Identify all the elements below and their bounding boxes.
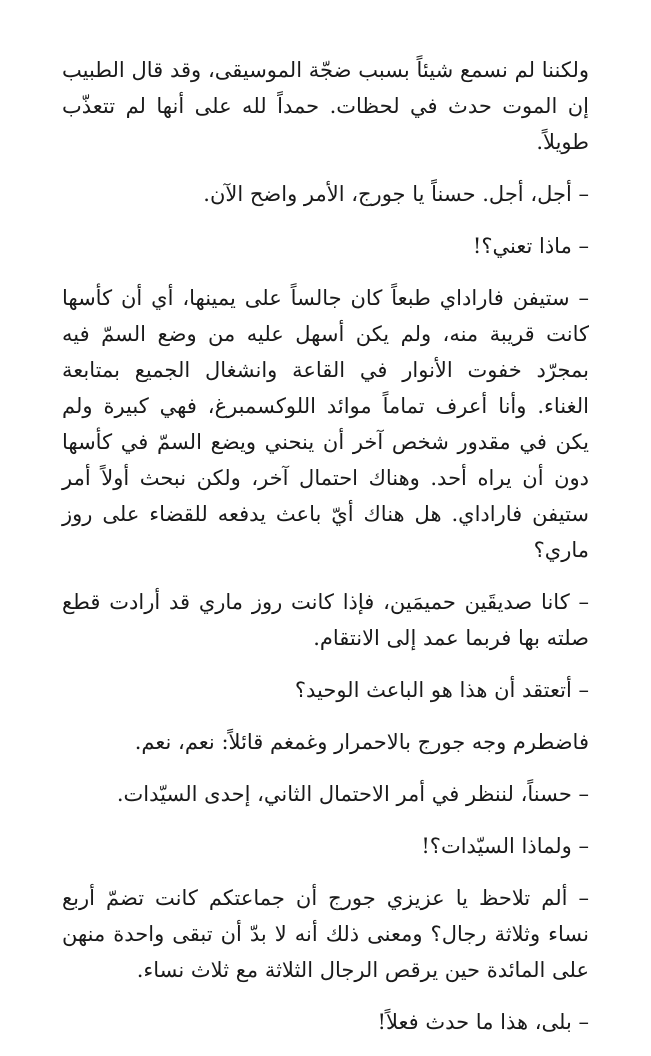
paragraph-5: – كانا صديقَين حميمَين، فإذا كانت روز ماري قد أرادت قطع صلته بها فربما عمد إلى الانتقام.: [62, 590, 589, 650]
paragraph-2: – أجل، أجل. حسناً يا جورج، الأمر واضح الآن.: [203, 182, 589, 206]
book-page: [62, 52, 589, 1056]
paragraph-9: – ولماذا السيّدات؟!: [421, 834, 589, 858]
paragraph-8: – حسناً، لننظر في أمر الاحتمال الثاني، إحدى السيّدات.: [116, 782, 589, 806]
paragraph-6: – أتعتقد أن هذا هو الباعث الوحيد؟: [294, 678, 589, 702]
paragraph-7: فاضطرم وجه جورج بالاحمرار وغمغم قائلاً: نعم، نعم.: [134, 730, 589, 754]
paragraph-10: – ألم تلاحظ يا عزيزي جورج أن جماعتكم كانت تضمّ أربع نساء وثلاثة رجال؟ ومعنى ذلك أنه لا بدّ أن تبقى واحدة منهن على المائدة حين يرقص الرجال الثلاثة مع ثلاث نساء.: [62, 886, 589, 982]
paragraph-4: – ستيفن فاراداي طبعاً كان جالساً على يمينها، أي أن كأسها كانت قريبة منه، ولم يكن أسهل عليه من وضع السمّ فيه بمجرّد خفوت الأنوار في القاعة وانشغال الجميع بمتابعة الغناء. وأنا أعرف تماماً موائد اللوكسمبرغ، فهي كبيرة ولم يكن في مقدور شخص آخر أن ينحني ويضع السمّ في كأسها دون أن يراه أحد. وهناك احتمال آخر، ولكن نبحث أولاً أمر ستيفن فاراداي. هل هناك أيّ باعث يدفعه للقضاء على روز ماري؟: [62, 286, 589, 562]
paragraph-11: – بلى، هذا ما حدث فعلاً!: [377, 1010, 589, 1034]
paragraph-3: – ماذا تعني؟!: [472, 234, 589, 258]
paragraph-1: ولكننا لم نسمع شيئاً بسبب ضجّة الموسيقى، وقد قال الطبيب إن الموت حدث في لحظات. حمداً لله على أنها لم تتعذّب طويلاً.: [62, 58, 589, 154]
